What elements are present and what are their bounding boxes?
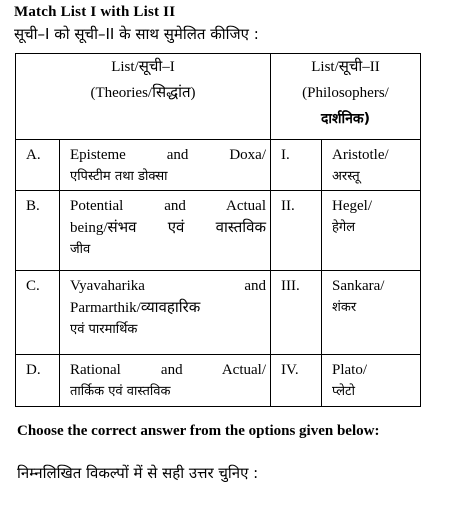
table-row (16, 355, 421, 407)
list2-item-hindi: शंकर (332, 300, 357, 315)
row-number: I. (271, 140, 322, 191)
row-key: C. (16, 271, 60, 355)
list2-header-subtitle-hindi: दार्शनिक) (320, 111, 371, 127)
list2-item-text: Plato/ (332, 362, 368, 378)
question-title-hindi: सूची–I को सूची–II के साथ सुमेलित कीजिए : (14, 25, 259, 43)
list1-item-hindi: जीव (70, 242, 91, 257)
list2-item (322, 191, 421, 271)
list2-item-text: Hegel/ (332, 198, 372, 214)
list1-item (60, 355, 271, 407)
table-row (16, 140, 421, 191)
list1-item (60, 271, 271, 355)
row-key: D. (16, 355, 60, 407)
list2-item (322, 140, 421, 191)
row-number: IV. (271, 355, 322, 407)
list1-item-text-line2: Parmarthik/व्यावहारिक (70, 300, 201, 316)
list1-item-text: Episteme and Doxa/ (70, 147, 266, 163)
list2-item-text: Sankara/ (332, 278, 385, 294)
answer-instruction: Choose the correct answer from the options given below: (17, 423, 380, 439)
list2-item (322, 355, 421, 407)
answer-instruction-hindi: निम्नलिखित विकल्पों में से सही उत्तर चुनिए : (17, 464, 259, 482)
question-title: Match List I with List II (14, 4, 176, 20)
list1-item-hindi: एवं पारमार्थिक (70, 322, 138, 337)
list1-item-text: Potential and Actual (70, 198, 266, 214)
list2-item (322, 271, 421, 355)
row-key: A. (16, 140, 60, 191)
list1-item (60, 191, 271, 271)
list1-item-hindi: एपिस्टीम तथा डोक्सा (70, 169, 168, 184)
list2-header-subtitle: (Philosophers/ (302, 85, 389, 101)
list1-item-text-line2: being/संभव एवं वास्तविक (70, 220, 266, 236)
match-table (15, 53, 421, 407)
list2-item-hindi: हेगेल (332, 220, 356, 235)
list1-item-text: Vyavaharika and (70, 278, 266, 294)
row-number: III. (271, 271, 322, 355)
row-number: II. (271, 191, 322, 271)
row-key: B. (16, 191, 60, 271)
list2-item-hindi: प्लेटो (332, 384, 355, 399)
list2-item-text: Aristotle/ (332, 147, 389, 163)
list1-header-title: List/सूची–I (111, 59, 175, 75)
list1-header (16, 54, 271, 140)
list2-item-hindi: अरस्तू (332, 169, 360, 184)
list1-item-hindi: तार्किक एवं वास्तविक (70, 384, 171, 399)
table-header-row (16, 54, 421, 140)
list2-header-title: List/सूची–II (311, 59, 380, 75)
list1-item (60, 140, 271, 191)
list1-header-subtitle: (Theories/सिद्धांत) (90, 85, 196, 101)
table-row (16, 191, 421, 271)
list1-item-text: Rational and Actual/ (70, 362, 266, 378)
table-row (16, 271, 421, 355)
list2-header (271, 54, 421, 140)
